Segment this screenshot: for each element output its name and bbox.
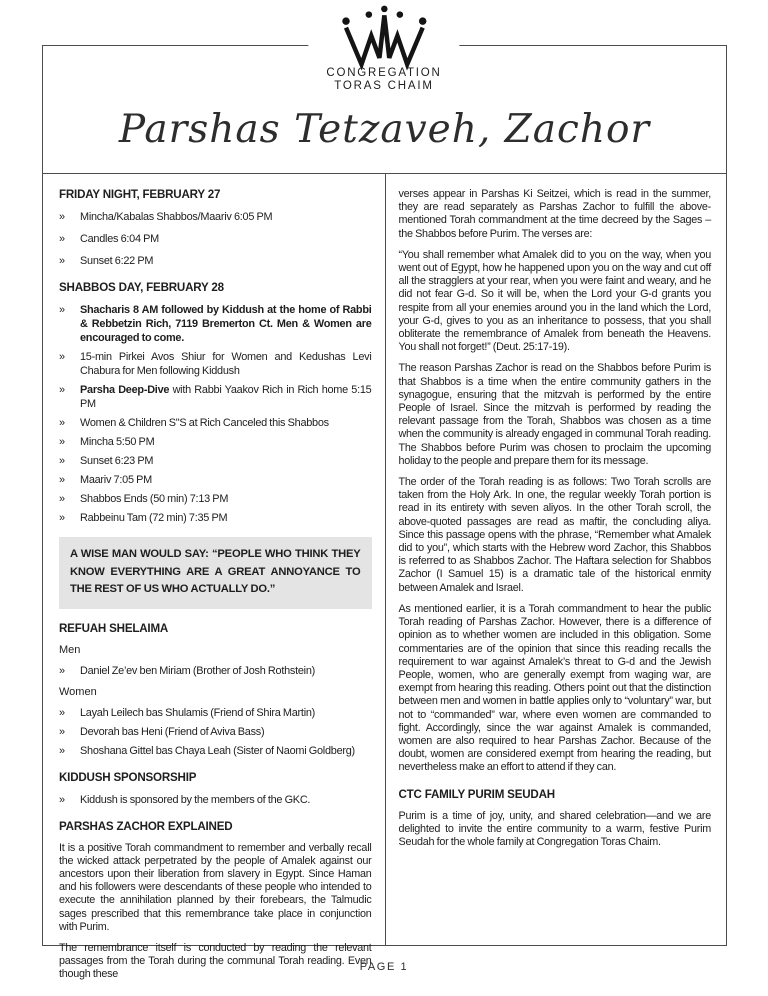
list-item: » Rabbeinu Tam (72 min) 7:35 PM [59, 512, 228, 524]
bullet-marker: » [59, 351, 65, 363]
deep-dive-detail: with Rabbi Yaakov Rich in Rich home 5:15 PM [80, 384, 372, 410]
bullet-marker: » [59, 455, 65, 467]
right-column [385, 174, 727, 945]
section-heading-parshas-zachor-explained: PARSHAS ZACHOR EXPLAINED [59, 819, 233, 833]
bullet-marker: » [59, 664, 65, 677]
refuah-women-list [59, 706, 372, 758]
list-item: » Mincha 5:50 PM [59, 436, 155, 448]
section-heading-refuah-shelaima: REFUAH SHELAIMA [59, 621, 169, 635]
refuah-men-list [59, 664, 372, 678]
list-item: » Women & Children S"S at Rich Canceled this Shabbos [59, 417, 329, 429]
list-item: » Kiddush is sponsored by the members of the GKC. [59, 793, 311, 806]
shabbos-schedule-list [59, 303, 372, 525]
paragraph-purim-seudah: Purim is a time of joy, unity, and shared celebration—and we are delighted to invite the entire community to a warm, festive Purim Seudah for the whole family at Congregation Toras Chaim. [398, 809, 711, 848]
congregation-logo [308, 4, 459, 93]
title-row [43, 104, 726, 156]
section-heading-shabbos-day: SHABBOS DAY, FEBRUARY 28 [59, 281, 224, 294]
paragraph-zachor-explained-1: It is a positive Torah commandment to remember and verbally recall the wicked attack perpetrated by the people of Amalek against our ancestors upon their liberation from slavery in Egypt. Since Haman and his followers were descendants of these people who intended to execute the annihilation planned by their forebears, the Talmudic sages prescribed that this remembrance take place in conjunction with Purim. [59, 841, 372, 933]
deep-dive-label: Parsha Deep-Dive [80, 384, 170, 396]
wise-man-quote-box: A WISE MAN WOULD SAY: “PEOPLE WHO THINK THEY KNOW EVERYTHING ARE A GREAT ANNOYANCE TO THE REST OF US WHO ACTUALLY DO.” [59, 537, 372, 609]
bullet-marker: » [59, 211, 65, 223]
friday-schedule-list [59, 210, 372, 268]
bullet-marker: » [59, 233, 65, 245]
bullet-marker: » [59, 436, 65, 448]
list-item [59, 383, 372, 411]
bullet-marker: » [59, 255, 65, 267]
bullet-marker: » [59, 304, 65, 316]
bullet-marker: » [59, 493, 65, 505]
bullet-marker: » [59, 474, 65, 486]
kiddush-list [59, 793, 372, 807]
list-item: » Devorah bas Heni (Friend of Aviva Bass) [59, 725, 265, 738]
list-item: » Shoshana Gittel bas Chaya Leah (Sister of Naomi Goldberg) [59, 744, 355, 757]
page-number: PAGE 1 [359, 961, 409, 973]
paragraph-verses-intro: verses appear in Parshas Ki Seitzei, which is read in the summer, they are read separately as Parshas Zachor to fulfill the above-mentioned Torah commandment at the time decreed by the Sages – the Shabbos before Purim. The verses are: [398, 188, 711, 240]
list-item: » Shacharis 8 AM followed by Kiddush at the home of Rabbi & Rebbetzin Rich, 7119 Bremerton Ct. Men & Women are encouraged to come. [59, 304, 372, 344]
list-item: » Daniel Ze’ev ben Miriam (Brother of Josh Rothstein) [59, 664, 316, 677]
section-heading-kiddush-sponsorship: KIDDUSH SPONSORSHIP [59, 770, 197, 784]
paragraph-women-obligation: As mentioned earlier, it is a Torah commandment to hear the public Torah reading of Parshas Zachor. However, there is a difference of opinion as to whether women are included in this obligation. Some commentaries are of the opinion that since this reading recalls the requirement to war against Amalek’s threat to G-d and the Jewish People, women, who are generally exempt from waging war, are exempt from hearing this reading. Others point out that the distinction between men and women in battle applies only to “voluntary” war, but not to “commanded” war, where even women are commanded to fight. Accordingly, since the war against Amalek is commanded, women are also required to hear Parshas Zachor. Because of the doubt, women are considered exempt from hearing the reading, but nevertheless make an effort to attend if they can. [398, 602, 711, 774]
bullet-marker: » [59, 384, 65, 396]
bullet-marker: » [59, 744, 65, 757]
list-item: » Shabbos Ends (50 min) 7:13 PM [59, 493, 229, 505]
paragraph-reason-shabbos: The reason Parshas Zachor is read on the Shabbos before Purim is that Shabbos is a time when the entire community gathers in the synagogue, ensuring that the mitzvah is performed by the entire People of Israel. Since the mitzvah is performed by reading the relevant passage from the Torah, Shabbos was chosen as a time when the community is already engaged in communal Torah reading. The Shabbos before Purim was chosen to proclaim the upcoming holiday to the people and prepare them for its message. [398, 362, 711, 467]
org-name-line2: TORAS CHAIM [334, 80, 434, 92]
paragraph-torah-quote: “You shall remember what Amalek did to you on the way, when you went out of Egypt, how he happened upon you on the way and cut off all the stragglers at your rear, when you were faint and weary, and he did not fear G-d. So it will be, when the Lord your G-d grants you respite from all your enemies around you in the land which the Lord, your G-d, gives to you as an inheritance to possess, that you shall obliterate the remembrance of Amalek from beneath the Heavens. You shall not forget!” (Deut. 25:17-19). [398, 248, 711, 354]
list-item: » Sunset 6:23 PM [59, 455, 154, 467]
org-name-line1: CONGREGATION [326, 67, 442, 79]
section-heading-purim-seudah: CTC FAMILY PURIM SEUDAH [398, 787, 555, 801]
bullet-marker: » [59, 417, 65, 429]
list-item: » Candles 6:04 PM [59, 233, 159, 245]
paragraph-torah-reading-order: The order of the Torah reading is as follows: Two Torah scrolls are taken from the Holy Ark. In one, the regular weekly Torah portion is read in its entirety with seven aliyos. In the other Torah scroll, the above-quoted passages are read as maftir, the concluding aliya. Since this passage opens with the phrase, “Remember what Amalek did to you”, which starts with the Hebrew word Zachor, this Shabbos is referred to as Shabbos Zachor. The Haftara selection for Shabbos Zachor (I Samuel 15) is a dramatic tale of the historical enmity between Amalek and Israel. [398, 476, 711, 594]
paragraph-zachor-explained-2: The remembrance itself is conducted by reading the relevant passages from the Torah during the communal Torah reading. Even though these [59, 941, 372, 981]
bullet-marker: » [59, 793, 65, 806]
page-title: Parshas Tetzaveh, Zachor [118, 107, 651, 152]
section-heading-friday-night: FRIDAY NIGHT, FEBRUARY 27 [59, 188, 221, 201]
refuah-men-label: Men [59, 643, 81, 656]
list-item: » Sunset 6:22 PM [59, 255, 154, 267]
list-item: » Layah Leilech bas Shulamis (Friend of Shira Martin) [59, 706, 316, 719]
list-item: » Maariv 7:05 PM [59, 474, 152, 486]
bullet-marker: » [59, 512, 65, 524]
refuah-women-label: Women [59, 685, 97, 698]
list-item: » Mincha/Kabalas Shabbos/Maariv 6:05 PM [59, 211, 273, 223]
bullet-marker: » [59, 725, 65, 738]
bullet-marker: » [59, 706, 65, 719]
crown-icon [334, 4, 434, 66]
list-item: » 15-min Pirkei Avos Shiur for Women and Kedushas Levi Chabura for Men following Kiddush [59, 351, 372, 377]
